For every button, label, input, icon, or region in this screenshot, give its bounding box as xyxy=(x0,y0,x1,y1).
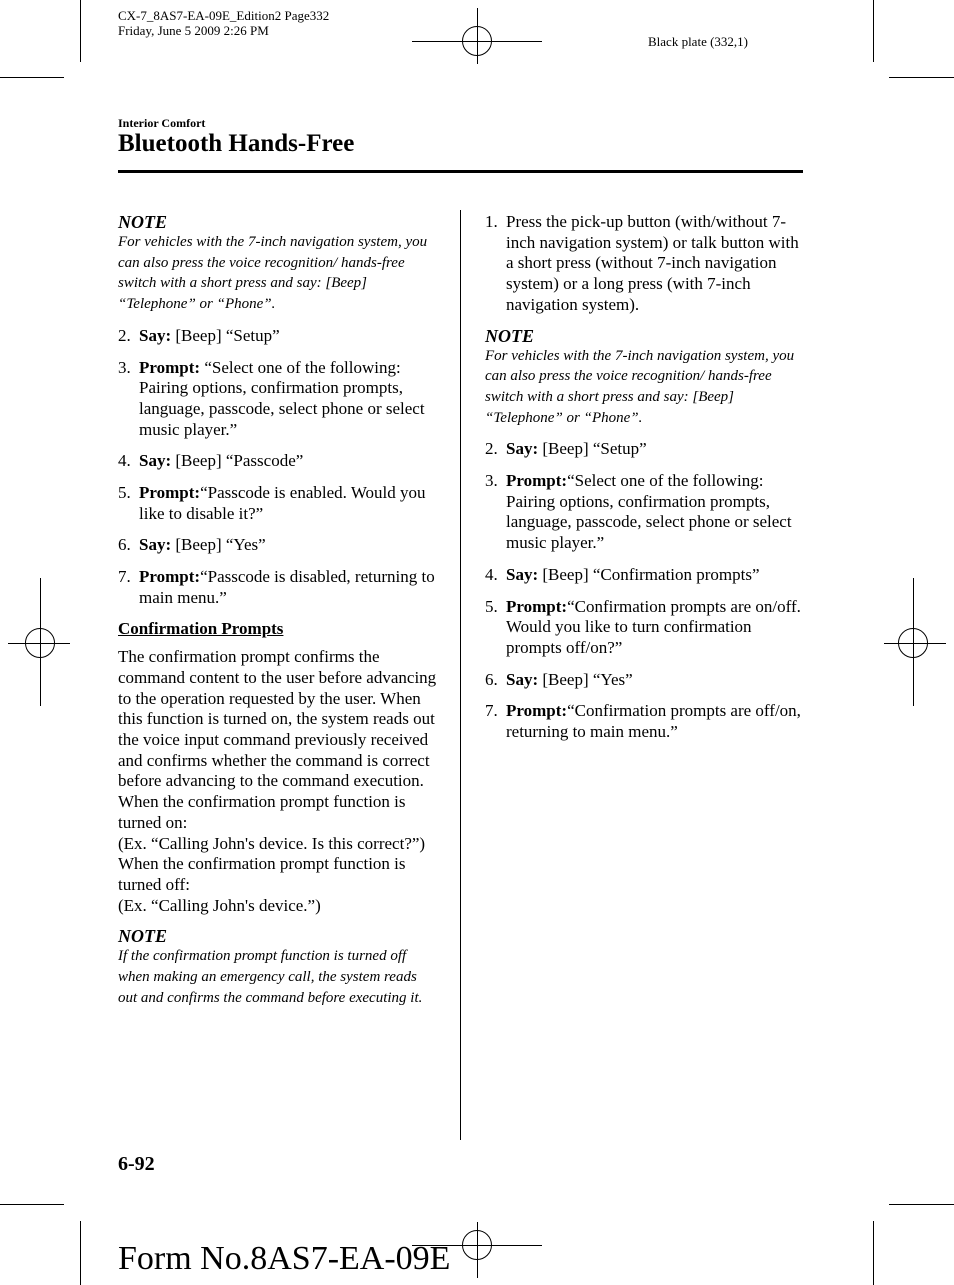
registration-mark-icon xyxy=(477,8,478,64)
list-item xyxy=(485,565,805,586)
step-text: “Select one of the following: Pairing options, confirmation prompts, language, passcode, select phone or select music player.” xyxy=(139,357,425,439)
column-divider xyxy=(460,210,461,1140)
step-list xyxy=(118,326,438,609)
crop-mark xyxy=(889,77,954,78)
step-label: Say: xyxy=(139,535,172,555)
step-number: 2. xyxy=(118,325,131,345)
step-label: Say: xyxy=(506,564,539,584)
page-number: 6-92 xyxy=(118,1153,155,1175)
registration-mark-icon xyxy=(913,578,914,706)
list-item xyxy=(118,326,438,347)
step-number: 6. xyxy=(118,535,131,555)
step-label: Prompt: xyxy=(506,596,568,616)
step-text: [Beep] “Confirmation prompts” xyxy=(538,564,760,584)
crop-mark xyxy=(80,1221,81,1285)
paragraph xyxy=(118,647,438,916)
step-number: 3. xyxy=(485,471,498,491)
paragraph-text: When the confirmation prompt function is turned on: xyxy=(118,792,406,832)
crop-mark xyxy=(80,0,81,62)
form-number: Form No.8AS7-EA-09E xyxy=(118,1240,451,1277)
step-number: 5. xyxy=(485,596,498,616)
step-number: 5. xyxy=(118,483,131,503)
step-number: 6. xyxy=(485,669,498,689)
step-number: 4. xyxy=(118,451,131,471)
file-info xyxy=(118,8,329,38)
step-number: 3. xyxy=(118,357,131,377)
list-item xyxy=(485,212,805,316)
list-item xyxy=(485,597,805,659)
step-number: 2. xyxy=(485,439,498,459)
registration-mark-icon xyxy=(8,643,70,644)
step-label: Prompt: xyxy=(506,701,568,721)
step-number: 7. xyxy=(485,701,498,721)
step-label: Say: xyxy=(506,669,539,689)
note-heading: NOTE xyxy=(118,212,167,232)
crop-mark xyxy=(889,1204,954,1205)
step-text: “Confirmation prompts are off/on, returning to main menu.” xyxy=(506,701,801,742)
crop-mark xyxy=(873,1221,874,1285)
step-list xyxy=(485,439,805,742)
title-rule xyxy=(118,170,803,173)
step-list xyxy=(485,212,805,316)
step-label: Prompt: xyxy=(139,567,201,587)
step-label: Say: xyxy=(139,451,172,471)
list-item xyxy=(118,483,438,524)
paragraph-text: (Ex. “Calling John's device. Is this correct?”) xyxy=(118,833,426,853)
file-line-2: Friday, June 5 2009 2:26 PM xyxy=(118,23,269,38)
list-item xyxy=(118,567,438,608)
note-text: For vehicles with the 7-inch navigation system, you can also press the voice recognition/ hands-free switch with a short press and say: [Beep] “Telephone” or “Phone”. xyxy=(485,347,795,426)
page-title: Bluetooth Hands-Free xyxy=(118,130,355,157)
step-number: 1. xyxy=(485,212,498,231)
step-text: “Select one of the following: Pairing options, confirmation prompts, language, passcode, select phone or select music player.” xyxy=(506,471,792,553)
note-text: If the confirmation prompt function is turned off when making an emergency call, the system reads out and confirms the command before executing it. xyxy=(118,948,423,1006)
step-text: “Passcode is enabled. Would you like to disable it?” xyxy=(139,483,426,523)
note-heading: NOTE xyxy=(118,926,167,947)
list-item xyxy=(118,451,438,472)
paragraph-text: When the confirmation prompt function is turned off: xyxy=(118,854,406,894)
registration-mark-icon xyxy=(477,1222,478,1278)
step-text: [Beep] “Yes” xyxy=(538,669,633,689)
step-text: Press the pick-up button (with/without 7-inch navigation system) or talk button with a short press (without 7-inch navigation system) or a long press (with 7-inch navigation system). xyxy=(506,212,799,314)
list-item xyxy=(118,535,438,556)
file-line-1: CX-7_8AS7-EA-09E_Edition2 Page332 xyxy=(118,8,330,23)
crop-mark xyxy=(0,77,64,78)
crop-mark xyxy=(0,1204,64,1205)
list-item xyxy=(485,471,805,554)
paragraph-text: (Ex. “Calling John's device.”) xyxy=(118,895,321,915)
section-label: Interior Comfort xyxy=(118,116,206,130)
registration-mark-icon xyxy=(884,643,946,644)
step-label: Prompt: xyxy=(139,357,201,377)
step-number: 7. xyxy=(118,567,131,587)
step-text: [Beep] “Passcode” xyxy=(171,451,304,471)
list-item xyxy=(118,358,438,441)
left-column xyxy=(118,212,438,1009)
registration-mark-icon xyxy=(40,578,41,706)
paragraph-text: The confirmation prompt confirms the command content to the user before advancing to the operation requested by the user. When this function is turned on, the system reads out the voice input command previously received and confirms whether the command is correct before advancing to the command execution. xyxy=(118,647,437,791)
plate-label: Black plate (332,1) xyxy=(648,34,748,49)
step-label: Say: xyxy=(506,439,539,459)
crop-mark xyxy=(873,0,874,62)
step-label: Prompt: xyxy=(506,471,568,491)
step-label: Prompt: xyxy=(139,483,201,503)
note-text: For vehicles with the 7-inch navigation system, you can also press the voice recognition/ hands-free switch with a short press and say: [Beep] “Telephone” or “Phone”. xyxy=(118,234,428,313)
step-text: [Beep] “Setup” xyxy=(538,439,647,459)
step-number: 4. xyxy=(485,564,498,584)
right-column xyxy=(485,212,805,743)
subheading: Confirmation Prompts xyxy=(118,618,284,638)
step-text: “Confirmation prompts are on/off. Would you like to turn confirmation prompts off/on?” xyxy=(506,596,801,657)
list-item xyxy=(485,670,805,691)
step-text: [Beep] “Setup” xyxy=(171,325,280,345)
step-label: Say: xyxy=(139,325,172,345)
note-heading: NOTE xyxy=(485,325,534,346)
step-text: “Passcode is disabled, returning to main menu.” xyxy=(139,567,435,607)
list-item xyxy=(485,439,805,460)
step-text: [Beep] “Yes” xyxy=(171,535,266,555)
list-item xyxy=(485,701,805,742)
